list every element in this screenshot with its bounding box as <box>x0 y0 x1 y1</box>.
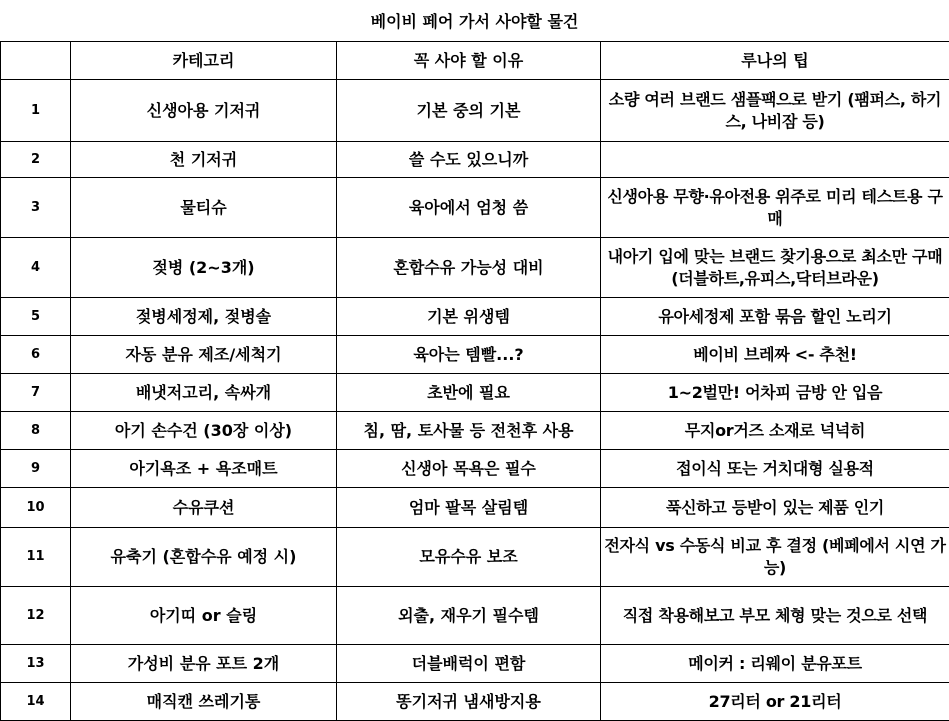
reason-cell: 육아에서 엄청 씀 <box>337 178 601 238</box>
row-number: 2 <box>1 142 71 178</box>
header-row <box>1 42 949 80</box>
table-row <box>1 587 949 645</box>
tip-cell <box>601 142 949 178</box>
category-cell: 젖병 (2~3개) <box>71 238 337 298</box>
table-row <box>1 488 949 528</box>
tip-cell: 푹신하고 등받이 있는 제품 인기 <box>601 488 949 528</box>
row-number: 7 <box>1 374 71 412</box>
row-number: 13 <box>1 645 71 683</box>
table-row <box>1 412 949 450</box>
reason-cell: 육아는 템빨...? <box>337 336 601 374</box>
table-row <box>1 336 949 374</box>
tip-cell: 신생아용 무향·유아전용 위주로 미리 테스트용 구매 <box>601 178 949 238</box>
header-category: 카테고리 <box>71 42 337 80</box>
reason-cell: 기본 위생템 <box>337 298 601 336</box>
reason-cell: 엄마 팔목 살림템 <box>337 488 601 528</box>
shopping-table <box>0 41 949 721</box>
category-cell: 매직캔 쓰레기통 <box>71 683 337 721</box>
tip-cell: 유아세정제 포함 묶음 할인 노리기 <box>601 298 949 336</box>
reason-cell: 똥기저귀 냄새방지용 <box>337 683 601 721</box>
category-cell: 유축기 (혼합수유 예정 시) <box>71 528 337 587</box>
header-reason: 꼭 사야 할 이유 <box>337 42 601 80</box>
table-row <box>1 645 949 683</box>
category-cell: 아기띠 or 슬링 <box>71 587 337 645</box>
reason-cell: 쓸 수도 있으니까 <box>337 142 601 178</box>
category-cell: 아기욕조 + 욕조매트 <box>71 450 337 488</box>
page-title: 베이비 페어 가서 사야할 물건 <box>0 0 949 40</box>
reason-cell: 모유수유 보조 <box>337 528 601 587</box>
category-cell: 자동 분유 제조/세척기 <box>71 336 337 374</box>
header-tip: 루나의 팁 <box>601 42 949 80</box>
tip-cell: 베이비 브레짜 <- 추천! <box>601 336 949 374</box>
row-number: 6 <box>1 336 71 374</box>
category-cell: 젖병세정제, 젖병솔 <box>71 298 337 336</box>
reason-cell: 더블배럭이 편함 <box>337 645 601 683</box>
category-cell: 천 기저귀 <box>71 142 337 178</box>
reason-cell: 침, 땀, 토사물 등 전천후 사용 <box>337 412 601 450</box>
row-number: 5 <box>1 298 71 336</box>
reason-cell: 외출, 재우기 필수템 <box>337 587 601 645</box>
category-cell: 물티슈 <box>71 178 337 238</box>
reason-cell: 혼합수유 가능성 대비 <box>337 238 601 298</box>
reason-cell: 신생아 목욕은 필수 <box>337 450 601 488</box>
category-cell: 배냇저고리, 속싸개 <box>71 374 337 412</box>
row-number: 14 <box>1 683 71 721</box>
row-number: 3 <box>1 178 71 238</box>
tip-cell: 접이식 또는 거치대형 실용적 <box>601 450 949 488</box>
tip-cell: 1~2벌만! 어차피 금방 안 입음 <box>601 374 949 412</box>
table-row <box>1 238 949 298</box>
tip-cell: 전자식 vs 수동식 비교 후 결정 (베페에서 시연 가능) <box>601 528 949 587</box>
tip-cell: 27리터 or 21리터 <box>601 683 949 721</box>
row-number: 8 <box>1 412 71 450</box>
table-row <box>1 374 949 412</box>
category-cell: 가성비 분유 포트 2개 <box>71 645 337 683</box>
table-row <box>1 298 949 336</box>
table-row <box>1 80 949 142</box>
table-row <box>1 178 949 238</box>
header-number <box>1 42 71 80</box>
table-row <box>1 142 949 178</box>
table-row <box>1 683 949 721</box>
row-number: 1 <box>1 80 71 142</box>
row-number: 12 <box>1 587 71 645</box>
table-row <box>1 450 949 488</box>
category-cell: 아기 손수건 (30장 이상) <box>71 412 337 450</box>
tip-cell: 소량 여러 브랜드 샘플팩으로 받기 (팸퍼스, 하기스, 나비잠 등) <box>601 80 949 142</box>
category-cell: 신생아용 기저귀 <box>71 80 337 142</box>
category-cell: 수유쿠션 <box>71 488 337 528</box>
reason-cell: 기본 중의 기본 <box>337 80 601 142</box>
tip-cell: 무지or거즈 소재로 넉넉히 <box>601 412 949 450</box>
tip-cell: 메이커 : 리웨이 분유포트 <box>601 645 949 683</box>
row-number: 10 <box>1 488 71 528</box>
tip-cell: 내아기 입에 맞는 브랜드 찾기용으로 최소만 구매(더블하트,유피스,닥터브라운) <box>601 238 949 298</box>
reason-cell: 초반에 필요 <box>337 374 601 412</box>
row-number: 9 <box>1 450 71 488</box>
tip-cell: 직접 착용해보고 부모 체형 맞는 것으로 선택 <box>601 587 949 645</box>
row-number: 4 <box>1 238 71 298</box>
table-row <box>1 528 949 587</box>
row-number: 11 <box>1 528 71 587</box>
